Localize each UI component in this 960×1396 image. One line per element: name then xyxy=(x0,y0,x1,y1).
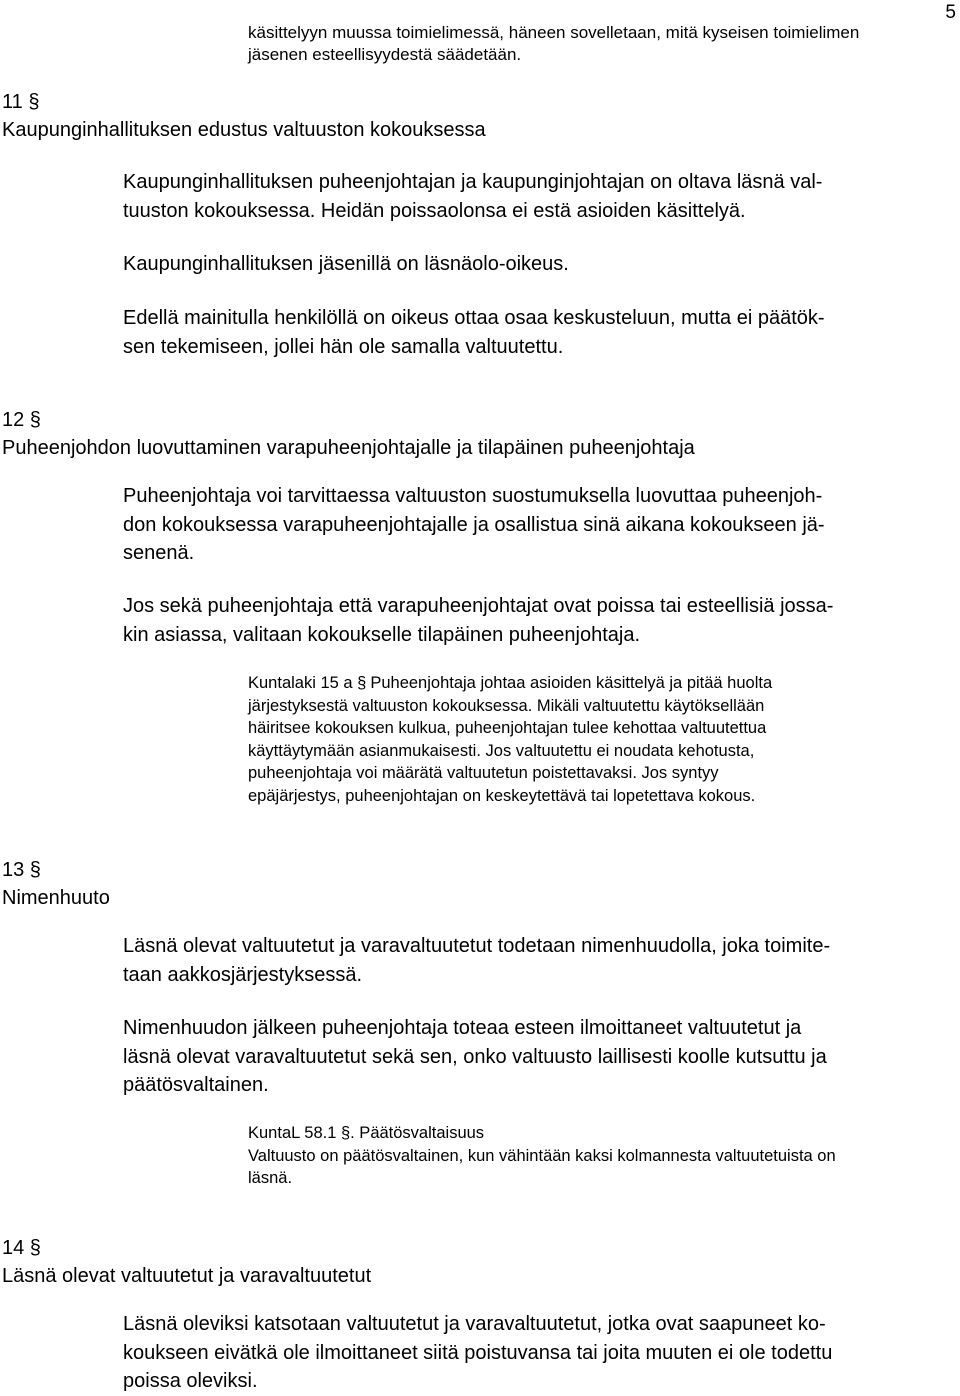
text-line: Puheenjohtaja voi tarvittaessa valtuuston suostumuksella luovuttaa puheenjoh- xyxy=(123,485,823,507)
text-line: poissa oleviksi. xyxy=(123,1370,258,1392)
text-line: järjestyksestä valtuuston kokouksessa. Mikäli valtuutettu käytöksellään xyxy=(248,696,765,715)
section-title: Kaupunginhallituksen edustus valtuuston kokouksessa xyxy=(2,119,486,141)
text-line: Nimenhuudon jälkeen puheenjohtaja toteaa esteen ilmoittaneet valtuutetut ja xyxy=(123,1017,802,1039)
text-line: käsittelyyn muussa toimielimessä, häneen sovelletaan, mitä kyseisen toimielimen xyxy=(248,23,860,42)
text-line: Kaupunginhallituksen puheenjohtajan ja kaupunginjohtajan on oltava läsnä val- xyxy=(123,171,823,193)
law-reference: Kuntalaki 15 a § xyxy=(248,674,367,692)
text-line: tuuston kokouksessa. Heidän poissaolonsa ei estä asioiden käsittelyä. xyxy=(123,199,746,222)
section-title: Puheenjohdon luovuttaminen varapuheenjohtajalle ja tilapäinen puheenjohtaja xyxy=(2,437,695,459)
paragraph xyxy=(123,482,945,568)
text-line: jäsenen esteellisyydestä säädetään. xyxy=(248,45,522,64)
text-line: läsnä olevat varavaltuutetut sekä sen, onko valtuusto laillisesti koolle kutsuttu ja xyxy=(123,1045,827,1068)
paragraph xyxy=(123,304,945,361)
section-14-heading xyxy=(2,1234,371,1290)
section-11-heading xyxy=(2,88,486,144)
section-12-heading xyxy=(2,406,695,462)
law-note xyxy=(248,1122,948,1190)
section-number: 13 § xyxy=(2,859,41,881)
page-number: 5 xyxy=(945,2,956,23)
text-line: Valtuusto on päätösvaltainen, kun vähintään kaksi kolmannesta valtuutetuista on xyxy=(248,1146,836,1165)
section-number: 12 § xyxy=(2,409,41,431)
text-line: koukseen eivätkä ole ilmoittaneet siitä poistuvansa tai joita muuten ei ole todettu xyxy=(123,1341,833,1364)
text-line: Läsnä oleviksi katsotaan valtuutetut ja varavaltuutetut, jotka ovat saapuneet ko- xyxy=(123,1313,826,1335)
text-line: Jos sekä puheenjohtaja että varapuheenjohtajat ovat poissa tai esteellisiä jossa- xyxy=(123,595,834,617)
text-line xyxy=(248,672,948,695)
note-text: Puheenjohtaja johtaa asioiden käsittelyä ja pitää huolta xyxy=(370,674,773,692)
paragraph xyxy=(123,932,945,989)
section-13-heading xyxy=(2,856,110,912)
paragraph xyxy=(123,250,945,279)
text-line: puheenjohtaja voi määrätä valtuutetun poistettavaksi. Jos syntyy xyxy=(248,764,719,783)
section-number: 11 § xyxy=(2,91,40,113)
text-line: don kokouksessa varapuheenjohtajalle ja osallistua sinä aikana kokoukseen jä- xyxy=(123,513,825,536)
text-line: Läsnä olevat valtuutetut ja varavaltuutetut todetaan nimenhuudolla, joka toimite- xyxy=(123,935,831,957)
text-line: kin asiassa, valitaan kokoukselle tilapäinen puheenjohtaja. xyxy=(123,623,641,646)
paragraph xyxy=(123,1310,945,1396)
intro-text xyxy=(248,22,948,66)
law-reference: KuntaL 58.1 §. Päätösvaltaisuus xyxy=(248,1124,485,1142)
text-line: läsnä. xyxy=(248,1169,293,1188)
text-line: häiritsee kokouksen kulkua, puheenjohtajan tulee kehottaa valtuutettua xyxy=(248,719,767,738)
text-line: epäjärjestys, puheenjohtajan on keskeytettävä tai lopetettava kokous. xyxy=(248,786,756,805)
section-number: 14 § xyxy=(2,1237,41,1259)
text-line: sen tekemiseen, jollei hän ole samalla valtuutettu. xyxy=(123,335,564,358)
text-line: taan aakkosjärjestyksessä. xyxy=(123,963,363,986)
paragraph xyxy=(123,592,945,649)
paragraph xyxy=(123,168,945,225)
text-line: senenä. xyxy=(123,542,195,564)
text-line: käyttäytymään asianmukaisesti. Jos valtuutettu ei noudata kehotusta, xyxy=(248,741,755,760)
text-line: päätösvaltainen. xyxy=(123,1074,269,1096)
text-line: Edellä mainitulla henkilöllä on oikeus ottaa osaa keskusteluun, mutta ei päätök- xyxy=(123,307,825,329)
law-note xyxy=(248,672,948,808)
paragraph xyxy=(123,1014,945,1100)
text-line: Kaupunginhallituksen jäsenillä on läsnäolo-oikeus. xyxy=(123,253,569,275)
section-title: Nimenhuuto xyxy=(2,887,110,909)
section-title: Läsnä olevat valtuutetut ja varavaltuutetut xyxy=(2,1265,372,1287)
